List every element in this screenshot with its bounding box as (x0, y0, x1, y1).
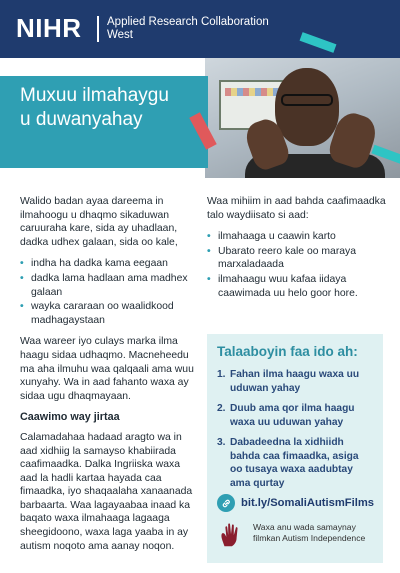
hero-photo (205, 58, 400, 178)
header-banner (0, 0, 400, 58)
credit-text: Waxa anu wada samaynay filmkan Autism Independence (253, 522, 366, 543)
tip-item-1: 1. Fahan ilma haagu waxa uu uduwan yahay (217, 368, 373, 395)
tips-box (207, 334, 383, 563)
tip-item-3: 3. Dabadeedna la xidhiidh bahda caa fimaadka, asiga oo tusaya waxa aadubtay ama qurtay (217, 436, 373, 490)
hero-title-box (0, 76, 208, 168)
tips-title: Talaaboyin faa ido ah: (217, 344, 358, 359)
nihr-logo: NIHR (16, 13, 82, 43)
left-column (20, 195, 198, 561)
hero-title (20, 84, 198, 132)
right-column (207, 195, 387, 308)
left-paragraph-2: Waa wareer iyo culays marka ilma haagu sidaa udhaqmo. Macneheedu ma aha ilmuhu waa qalqaali ama wuu xunyahy. Wa in aad fahanto waxa ay sidaa ugu dhaqmayaan. (20, 336, 194, 402)
hero-section (0, 58, 400, 178)
arc-label (107, 16, 269, 42)
film-link[interactable] (217, 494, 374, 512)
accent-shape-teal (300, 32, 337, 53)
autism-independence-hand-icon (217, 522, 245, 550)
photo-glasses (281, 94, 333, 106)
right-bullet-list (207, 230, 387, 300)
right-bullet-2: • Ubarato reero kale oo maraya marxaladaada (207, 245, 387, 272)
left-bullet-3: • wayka cararaan oo waalidkood madhagaystaan (20, 300, 198, 327)
right-intro: Waa mihiim in aad bahda caafimaadka talo waydiisato si aad: (207, 196, 386, 221)
right-bullet-1: • ilmahaaga u caawin karto (207, 230, 387, 244)
tip-item-2: 2. Duub ama qor ilma haagu waxa uu uduwan yahay (217, 402, 373, 429)
hero-title-line-2: u duwanyahay (20, 109, 143, 130)
logo-divider (97, 16, 99, 42)
arc-line-2: West (107, 29, 133, 41)
right-bullet-3: • ilmahaagu wuu kafaa iidaya caawimada uu helo goor hore. (207, 273, 387, 300)
left-paragraph-3: Calamadahaa hadaad aragto wa in aad xidhiig la samayso khabiirada caafimaadka. Dalka Ingriiska waxa aad la hadli kartaa hayada caa fimaadka, iyo shaqaalaha xanaanada barbaarta. Waa lagayaabaa inaad ka baqato waxa ilmahaaga lagaaga sheegidoono, waxa laga yaaba in ay autism noqoto ama aanay noqon. (20, 431, 193, 552)
link-chain-icon (221, 498, 232, 509)
left-bullet-1: • indha ha dadka kama eegaan (20, 257, 198, 271)
arc-line-1: Applied Research Collaboration (107, 16, 269, 28)
photo-head (275, 68, 339, 146)
link-icon (217, 494, 235, 512)
left-intro: Walido badan ayaa dareema in ilmahoogu u dhaqmo sikaduwan caruuraha kare, sida ay uhadlaan, dadka udhex galaan, sida oo kale, (20, 196, 178, 248)
hero-title-line-1: Muxuu ilmahaygu (20, 85, 169, 106)
credit-row (217, 522, 375, 550)
left-subheading: Caawimo way jirtaa (20, 411, 120, 424)
left-bullet-list (20, 257, 198, 327)
film-link-text[interactable]: bit.ly/SomaliAutismFilms (241, 497, 375, 509)
tips-list (217, 368, 373, 490)
left-bullet-2: • dadka lama hadlaan ama madhex galaan (20, 272, 198, 299)
